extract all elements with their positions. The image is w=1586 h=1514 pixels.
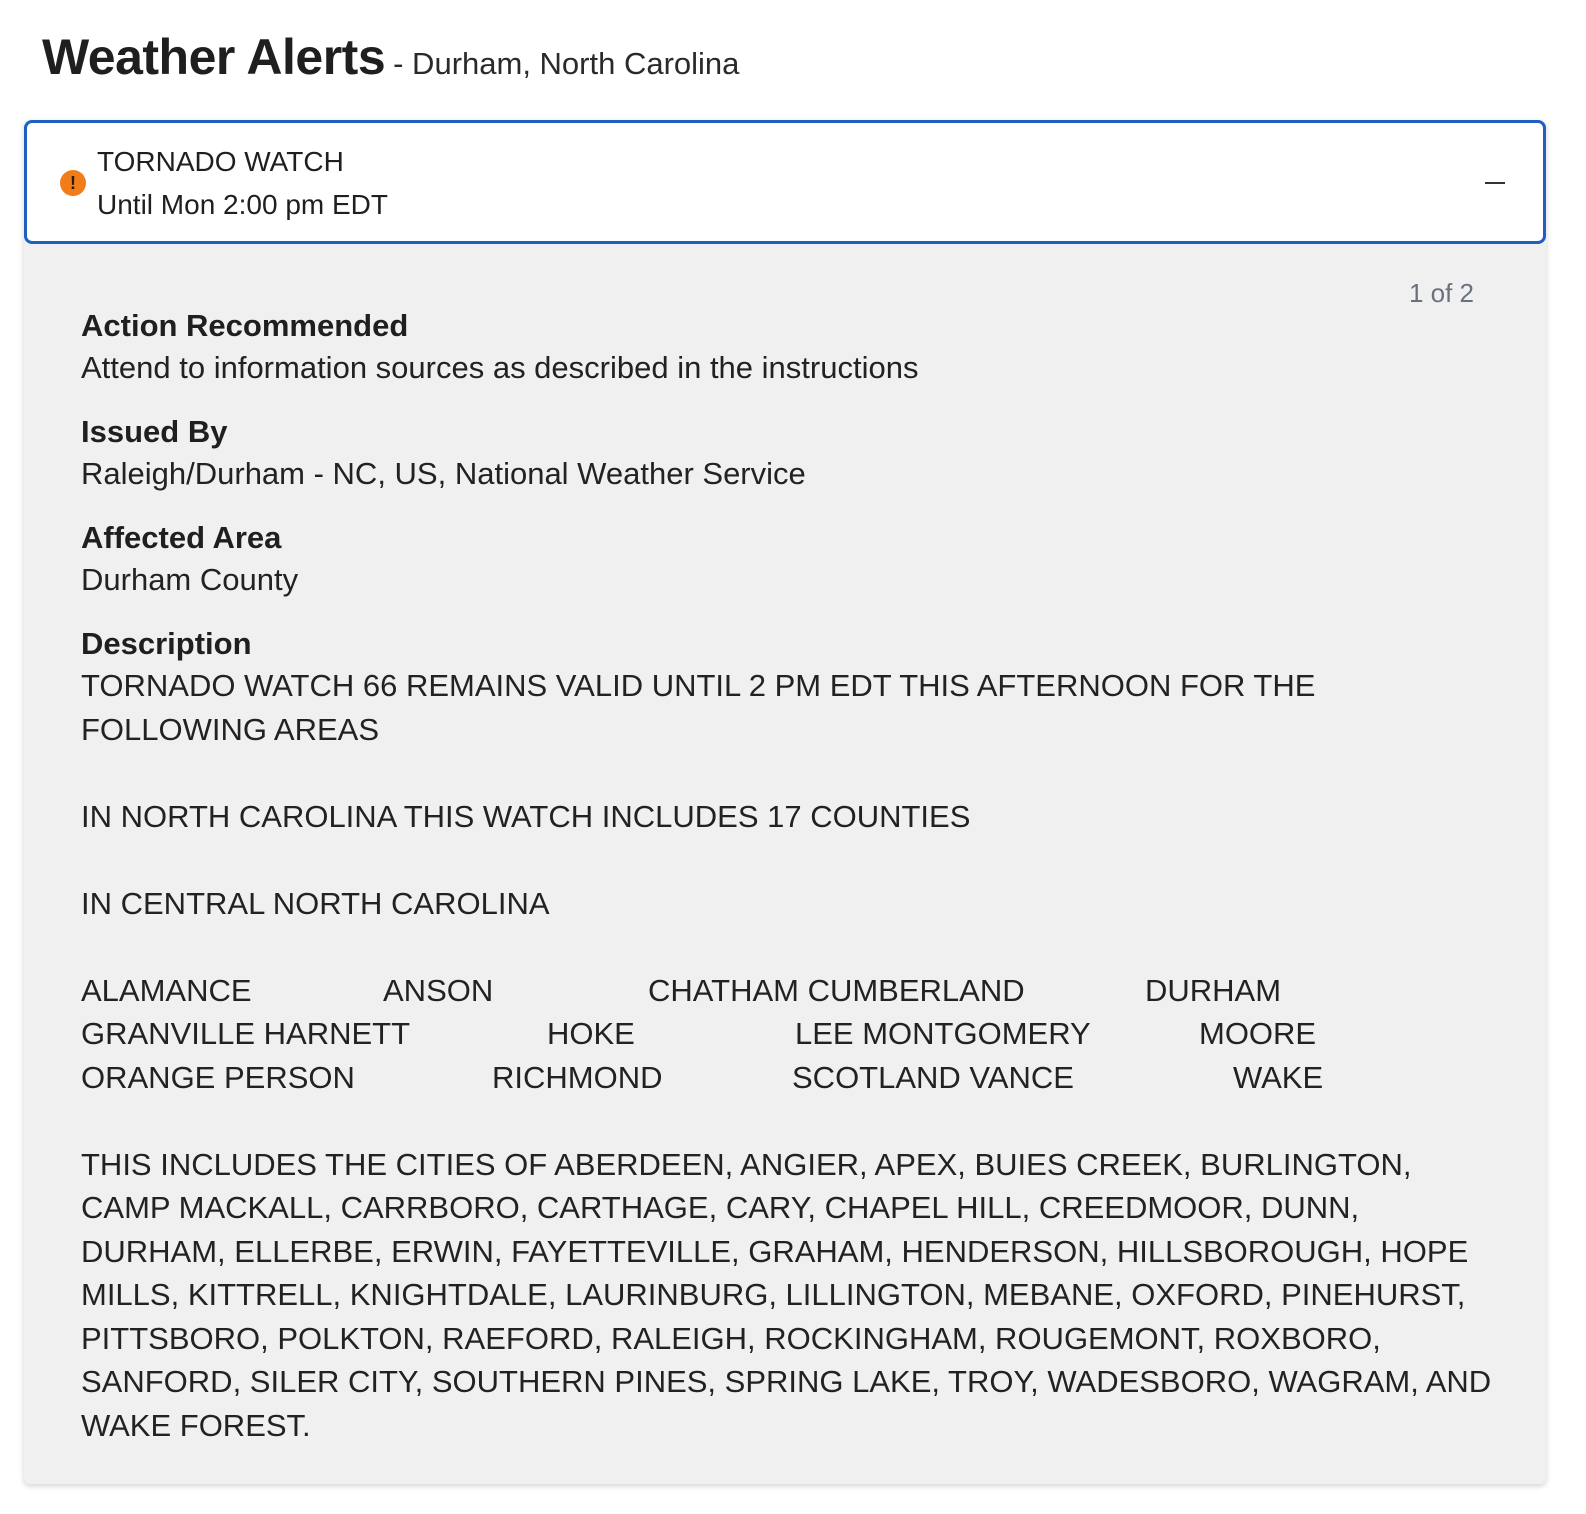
alert-name: TORNADO WATCH [97,146,344,177]
county-row [81,1012,1501,1056]
county-entry: ANSON [383,972,494,1008]
affected-area-label: Affected Area [81,520,282,555]
county-entry: ORANGE PERSON [81,1059,355,1095]
description-field [81,624,1501,1447]
description-cities: THIS INCLUDES THE CITIES OF ABERDEEN, ANGIER, APEX, BUIES CREEK, BURLINGTON, CAMP MACKALL, CARRBORO, CARTHAGE, CARY, CHAPEL HILL, CREEDMOOR, DUNN, DURHAM, ELLERBE, ERWIN, FAYETTEVILLE, GRAHAM, HENDERSON, HILLSBOROUGH, HOPE MILLS, KITTRELL, KNIGHTDALE, LAURINBURG, LILLINGTON, MEBANE, OXFORD, PINEHURST, PITTSBORO, POLKTON, RAEFORD, RALEIGH, ROCKINGHAM, ROUGEMONT, ROXBORO, SANFORD, SILER CITY, SOUTHERN PINES, SPRING LAKE, TROY, WADESBORO, WAGRAM, AND WAKE FOREST. [81,1146,1492,1443]
alert-pager: 1 of 2 [1408,278,1474,308]
collapse-icon[interactable] [1485,182,1505,184]
page-header [42,28,739,86]
description-state-line: IN NORTH CAROLINA THIS WATCH INCLUDES 17 COUNTIES [81,798,971,834]
description-label: Description [81,626,252,661]
alert-header-toggle[interactable] [24,120,1546,244]
issued-by-value: Raleigh/Durham - NC, US, National Weather Service [81,456,806,491]
page-subtitle: - Durham, North Carolina [393,46,740,81]
county-entry: ALAMANCE [81,972,252,1008]
county-entry: LEE MONTGOMERY [795,1016,1091,1051]
county-entry: SCOTLAND VANCE [792,1059,1074,1095]
affected-area-field [81,518,1501,602]
county-entry: GRANVILLE HARNETT [81,1016,411,1051]
alert-expiry: Until Mon 2:00 pm EDT [97,189,388,220]
affected-area-value: Durham County [81,562,299,597]
county-entry: RICHMOND [492,1059,663,1095]
action-recommended-label: Action Recommended [81,308,409,343]
county-row [81,1056,1501,1100]
county-row [81,969,1501,1013]
description-intro: TORNADO WATCH 66 REMAINS VALID UNTIL 2 PM EDT THIS AFTERNOON FOR THE FOLLOWING AREAS [81,668,1316,747]
county-entry: HOKE [547,1016,635,1051]
issued-by-label: Issued By [81,414,228,449]
action-recommended-value: Attend to information sources as described in the instructions [81,350,919,385]
county-entry: DURHAM [1145,972,1282,1008]
county-list [81,969,1501,1100]
alert-card [24,120,1546,1484]
county-entry: CHATHAM CUMBERLAND [648,972,1025,1008]
action-recommended-field [81,306,1501,390]
issued-by-field [81,412,1501,496]
warning-icon: ! [60,170,86,196]
county-entry: MOORE [1199,1016,1317,1051]
page-title: Weather Alerts [42,29,386,85]
alert-details [81,306,1501,1491]
county-entry: WAKE [1233,1059,1324,1095]
description-region-line: IN CENTRAL NORTH CAROLINA [81,885,550,921]
